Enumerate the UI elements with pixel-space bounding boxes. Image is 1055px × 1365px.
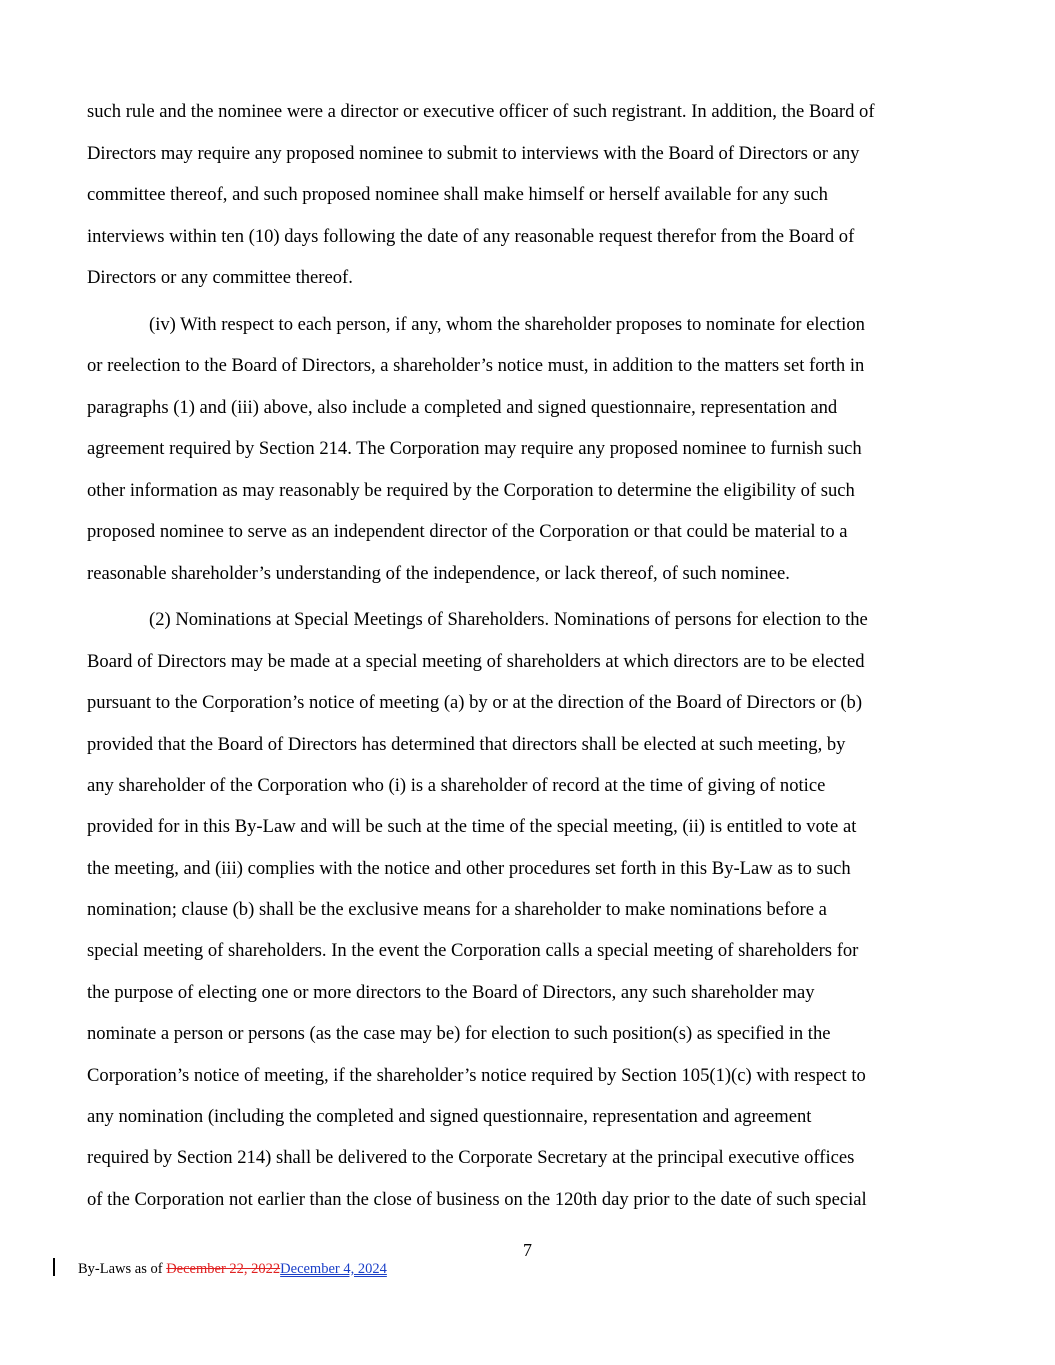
body-line: nominate a person or persons (as the case may be) for election to such position(s) as specified in the — [87, 1023, 831, 1044]
footer — [78, 1259, 387, 1279]
body-line: provided for in this By-Law and will be such at the time of the special meeting, (ii) is entitled to vote at — [87, 816, 857, 837]
body-line: other information as may reasonably be required by the Corporation to determine the eligibility of such — [87, 480, 855, 501]
body-line: Directors or any committee thereof. — [87, 267, 353, 288]
body-line: Board of Directors may be made at a special meeting of shareholders at which directors are to be elected — [87, 651, 865, 672]
body-line: or reelection to the Board of Directors, a shareholder’s notice must, in addition to the matters set forth in — [87, 355, 865, 376]
page-number: 7 — [523, 1240, 532, 1260]
paragraph-iv-first-line: (iv) With respect to each person, if any, whom the shareholder proposes to nominate for election — [149, 314, 865, 335]
footer-deleted-date: December 22, 2022 — [166, 1261, 281, 1277]
body-line: provided that the Board of Directors has determined that directors shall be elected at such meeting, by — [87, 734, 846, 755]
body-line: pursuant to the Corporation’s notice of meeting (a) by or at the direction of the Board of Directors or (b) — [87, 692, 863, 713]
body-line: nomination; clause (b) shall be the exclusive means for a shareholder to make nominations before a — [87, 899, 827, 920]
body-line: agreement required by Section 214. The Corporation may require any proposed nominee to furnish such — [87, 438, 862, 459]
body-line: special meeting of shareholders. In the event the Corporation calls a special meeting of shareholders for — [87, 940, 859, 961]
body-line: Corporation’s notice of meeting, if the shareholder’s notice required by Section 105(1)(c) with respect to — [87, 1065, 866, 1086]
body-line: the purpose of electing one or more directors to the Board of Directors, any such shareholder may — [87, 982, 815, 1003]
body-line: any nomination (including the completed and signed questionnaire, representation and agreement — [87, 1106, 812, 1127]
footer-inserted-date: December 4, 2024 — [280, 1261, 387, 1277]
body-line: the meeting, and (iii) complies with the notice and other procedures set forth in this By-Law as to such — [87, 858, 851, 879]
body-line: such rule and the nominee were a director or executive officer of such registrant. In addition, the Board of — [87, 101, 875, 122]
body-line: proposed nominee to serve as an independent director of the Corporation or that could be material to a — [87, 521, 848, 542]
body-line: of the Corporation not earlier than the close of business on the 120th day prior to the date of such special — [87, 1189, 867, 1210]
paragraph-2-first-line: (2) Nominations at Special Meetings of Shareholders. Nominations of persons for election to the — [149, 609, 868, 630]
body-line: Directors may require any proposed nominee to submit to interviews with the Board of Directors or any — [87, 143, 860, 164]
body-line: any shareholder of the Corporation who (i) is a shareholder of record at the time of giving of notice — [87, 775, 826, 796]
footer-prefix: By-Laws as of — [78, 1261, 167, 1277]
body-line: interviews within ten (10) days following the date of any reasonable request therefor from the Board of — [87, 226, 855, 247]
body-line: paragraphs (1) and (iii) above, also include a completed and signed questionnaire, representation and — [87, 397, 838, 418]
body-line: reasonable shareholder’s understanding of the independence, or lack thereof, of such nominee. — [87, 563, 790, 584]
body-line: required by Section 214) shall be delivered to the Corporate Secretary at the principal executive offices — [87, 1147, 855, 1168]
body-line: committee thereof, and such proposed nominee shall make himself or herself available for any such — [87, 184, 828, 205]
revision-change-bar — [53, 1258, 55, 1276]
